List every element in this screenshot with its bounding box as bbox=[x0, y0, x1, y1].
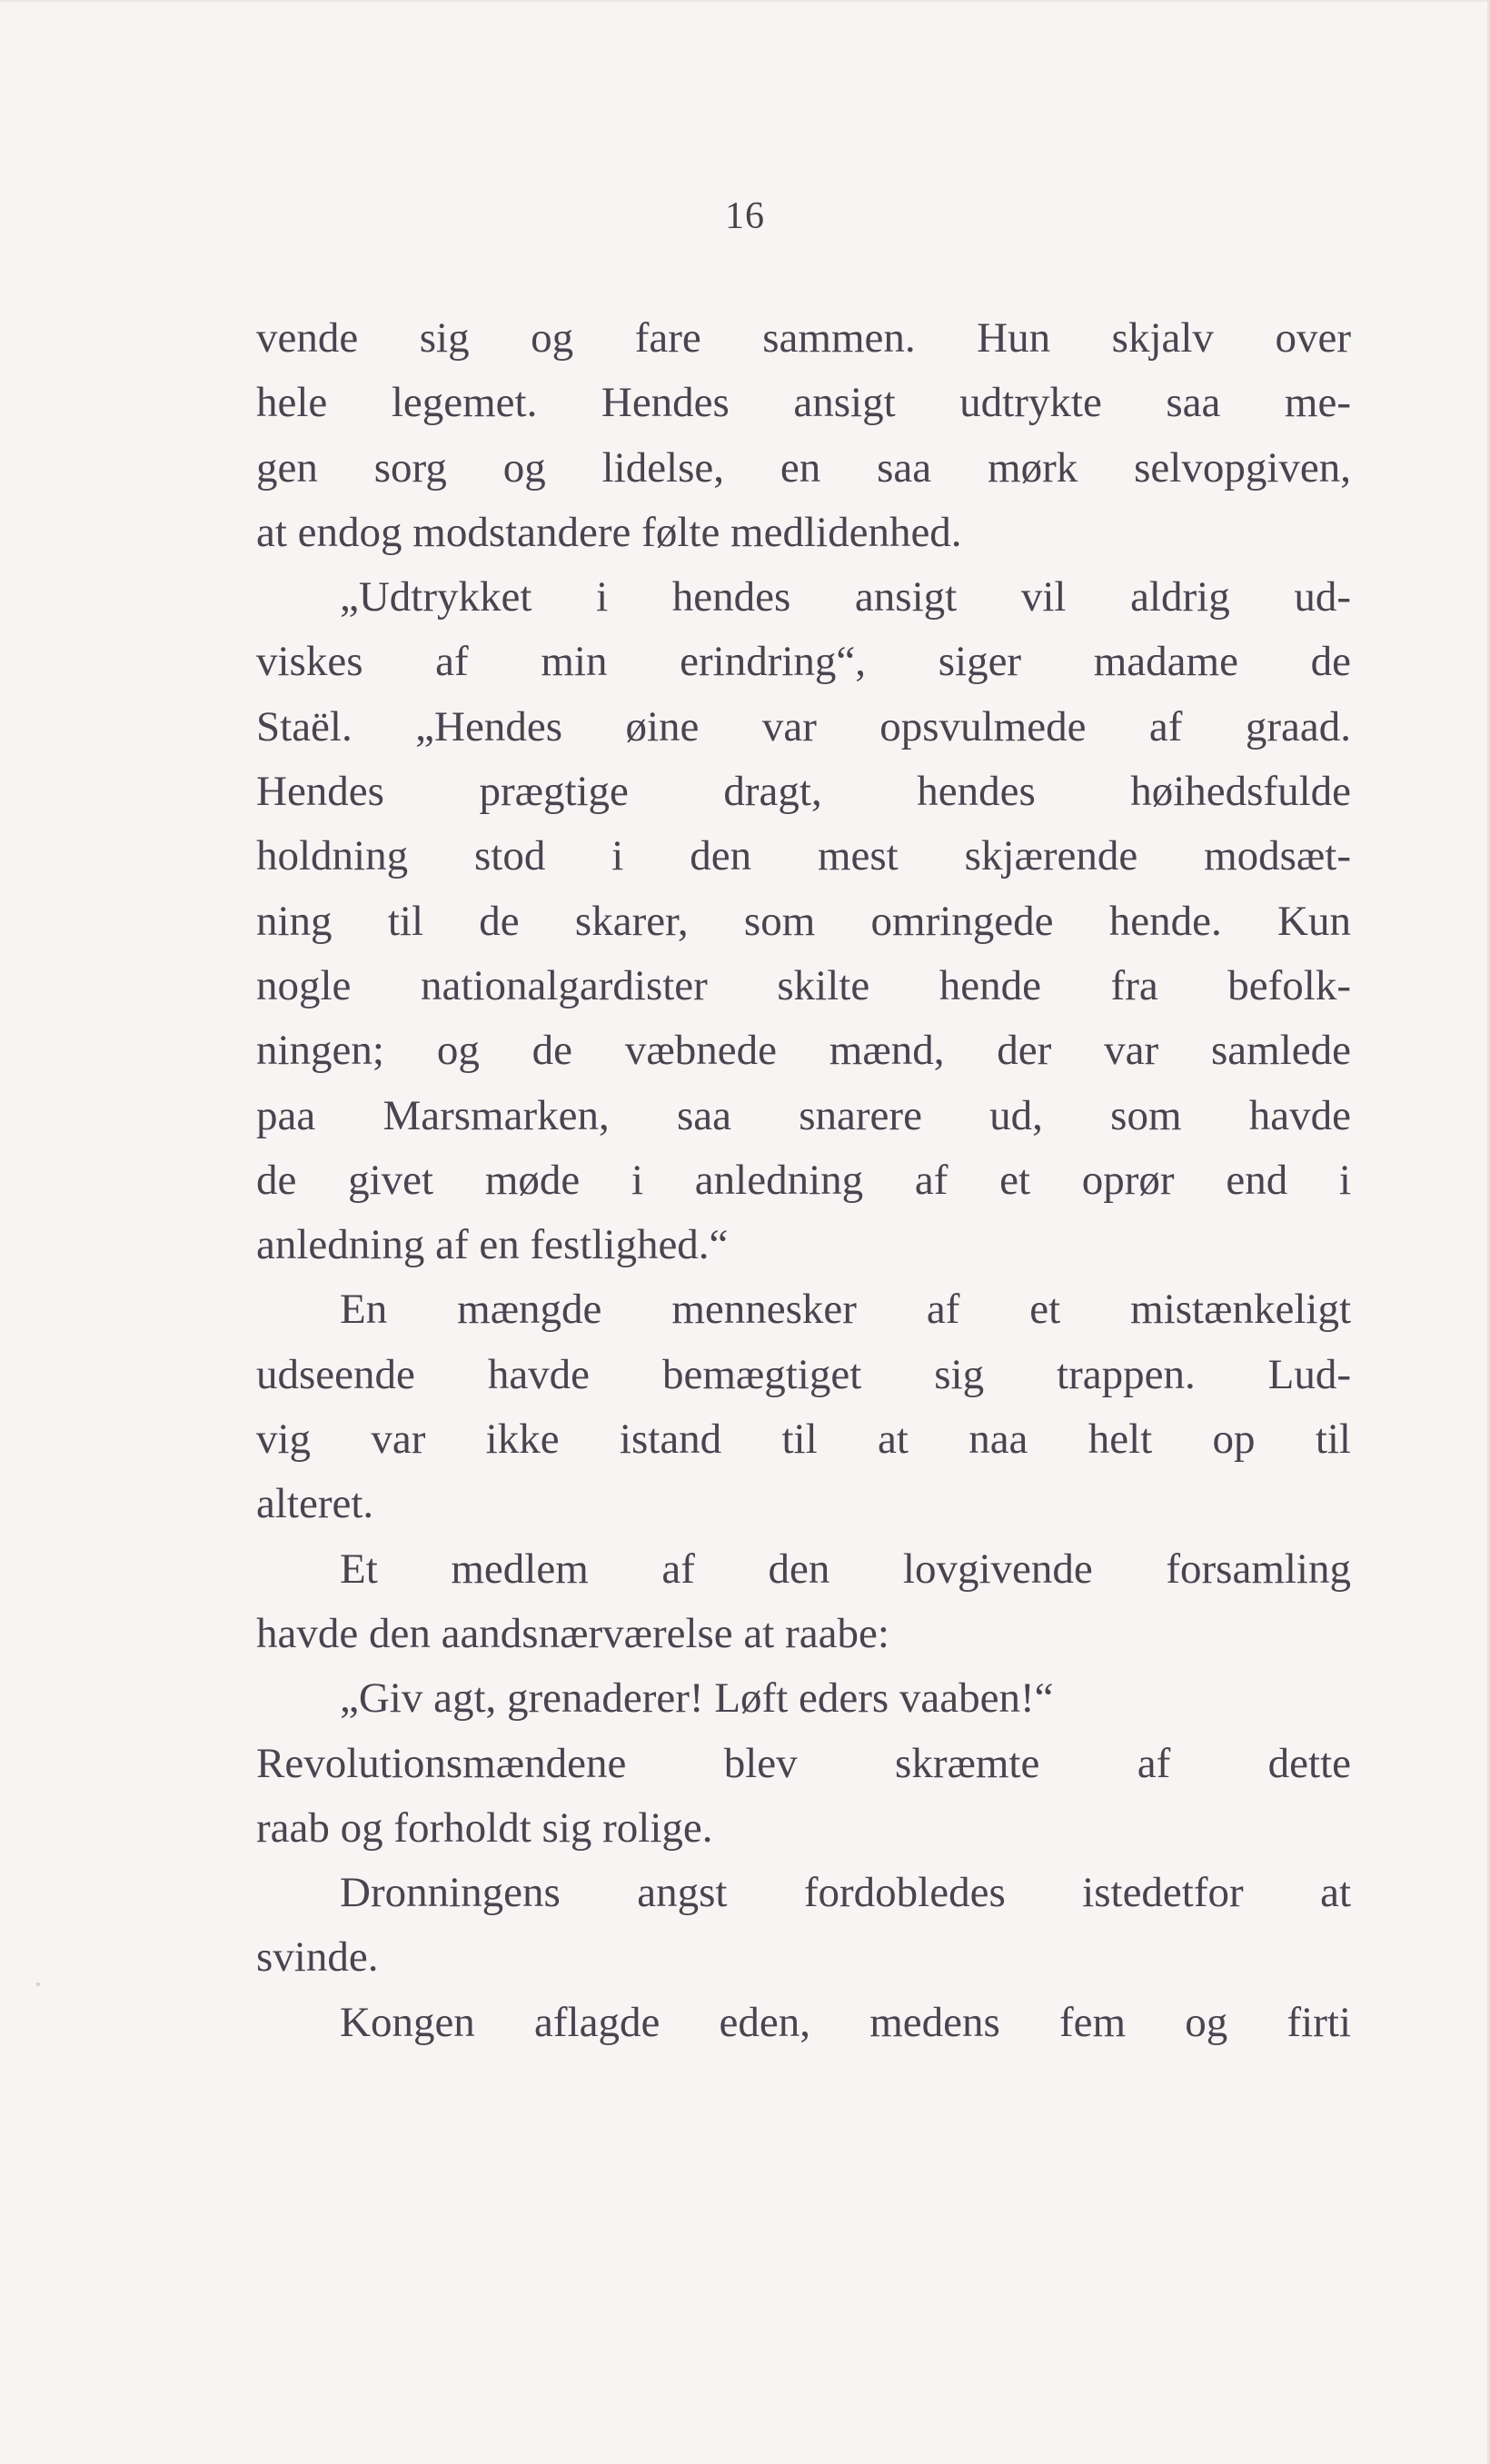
text-line: Kongen aflagde eden, medens fem og firti bbox=[340, 1998, 1351, 2046]
text-line: raab og forholdt sig rolige. bbox=[256, 1803, 713, 1852]
text-line: vig var ikke istand til at naa helt op til bbox=[256, 1416, 1351, 1464]
text-line: viskes af min erindring“, siger madame de bbox=[256, 638, 1351, 686]
text-line: at endog modstandere følte medlidenhed. bbox=[256, 508, 962, 556]
text-line: svinde. bbox=[256, 1933, 379, 1982]
page-number: 16 bbox=[725, 195, 765, 237]
text-line: gen sorg og lidelse, en saa mørk selvopgiven, bbox=[256, 443, 1351, 492]
text-line: Dronningens angst fordobledes istedetfor at bbox=[340, 1869, 1351, 1917]
text-line: „Giv agt, grenaderer! Løft eders vaaben!“ bbox=[340, 1674, 1054, 1723]
text-line: vende sig og fare sammen. Hun skjalv over bbox=[256, 314, 1351, 362]
text-line: Hendes prægtige dragt, hendes høihedsfulde bbox=[256, 768, 1351, 816]
text-line: alteret. bbox=[256, 1480, 374, 1528]
text-line: de givet møde i anledning af et oprør end i bbox=[256, 1156, 1351, 1204]
text-line: Staël. „Hendes øine var opsvulmede af graad. bbox=[256, 702, 1351, 750]
text-line: Revolutionsmændene blev skræmte af dette bbox=[256, 1739, 1351, 1787]
text-line: udseende havde bemægtiget sig trappen. Lud- bbox=[256, 1350, 1351, 1398]
text-line: anledning af en festlighed.“ bbox=[256, 1221, 729, 1269]
text-line: „Udtrykket i hendes ansigt vil aldrig ud- bbox=[340, 573, 1351, 621]
body-text bbox=[256, 306, 1351, 2055]
text-line: En mængde mennesker af et mistænkeligt bbox=[340, 1286, 1351, 1334]
text-line: nogle nationalgardister skilte hende fra befolk- bbox=[256, 961, 1351, 1009]
text-line: paa Marsmarken, saa snarere ud, som havde bbox=[256, 1091, 1351, 1139]
paper-speck bbox=[36, 1982, 40, 1986]
text-line: holdning stod i den mest skjærende modsæt- bbox=[256, 832, 1351, 880]
text-line: havde den aandsnærværelse at raabe: bbox=[256, 1609, 889, 1657]
text-line: ning til de skarer, som omringede hende. Kun bbox=[256, 897, 1351, 945]
text-line: ningen; og de væbnede mænd, der var samlede bbox=[256, 1027, 1351, 1075]
text-line: hele legemet. Hendes ansigt udtrykte saa me- bbox=[256, 379, 1351, 427]
text-line: Et medlem af den lovgivende forsamling bbox=[340, 1545, 1351, 1593]
